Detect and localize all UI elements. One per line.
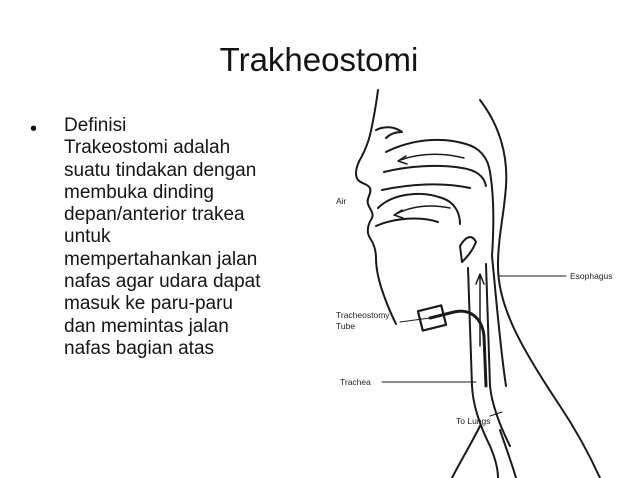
slide-title: Trakheostomi xyxy=(219,41,419,78)
definition-line: dan memintas jalan xyxy=(64,315,229,337)
definition-line: suatu tindakan dengan xyxy=(64,159,257,181)
tracheostomy-tube xyxy=(430,311,486,386)
esophagus-label: Esophagus xyxy=(570,271,613,281)
definition-line: depan/anterior trakea xyxy=(64,204,245,226)
air-label: Air xyxy=(336,196,347,206)
tube-label-line1: Tracheostomy xyxy=(336,310,390,320)
definition-line: untuk xyxy=(64,226,111,248)
definition-line: membuka dinding xyxy=(64,181,214,203)
to-lungs-label: To Lungs xyxy=(456,416,491,426)
airflow-arrow-nasal xyxy=(400,154,464,160)
trachea-front-wall xyxy=(468,268,498,478)
definition-line: masuk ke paru-paru xyxy=(64,293,233,315)
tube-leader xyxy=(400,318,430,322)
palate xyxy=(382,184,470,190)
trachea-label: Trachea xyxy=(340,377,371,387)
face-profile-outline xyxy=(356,90,396,324)
epiglottis xyxy=(460,237,476,262)
pharynx xyxy=(490,172,493,256)
nasal-cavity xyxy=(386,140,490,172)
bullet-marker: • xyxy=(30,118,38,140)
definition-line: Trakeostomi adalah xyxy=(64,137,231,159)
eye-outline xyxy=(376,127,402,138)
definition-line: nafas bagian atas xyxy=(64,337,215,359)
definition-line: nafas agar udara dapat xyxy=(64,271,261,293)
airflow-arrow-oral xyxy=(396,206,450,214)
tracheostomy-illustration xyxy=(330,86,630,478)
bullet-heading: Definisi xyxy=(64,115,127,136)
tracheostomy-diagram xyxy=(330,86,630,478)
definition-line: mempertahankan jalan xyxy=(64,248,258,270)
tube-label-line2: Tube xyxy=(336,321,356,331)
definition-bullet xyxy=(64,115,324,360)
